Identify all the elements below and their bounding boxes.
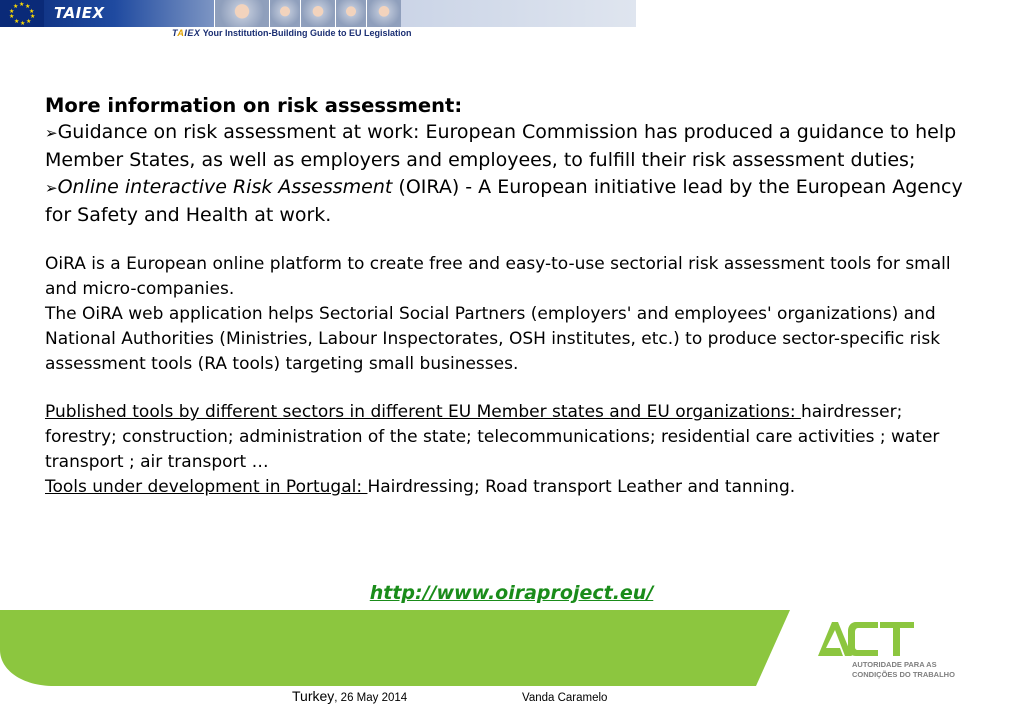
banner-photo (269, 0, 300, 27)
published-tools-label: Published tools by different sectors in different EU Member states and EU organizations: (45, 402, 801, 422)
banner-photo (300, 0, 335, 27)
taiex-mini-logo: TAIEX (172, 28, 201, 38)
green-band (0, 610, 790, 686)
bullet-oira: ➢Online interactive Risk Assessment (OIRA) - A European initiative lead by the European Agency for Safety and Health at work. (45, 176, 963, 226)
section-heading: More information on risk assessment: (45, 94, 463, 117)
oira-description: OiRA is a European online platform to create free and easy-to-use sectorial risk assessment tools for small and micro-companies. (45, 254, 951, 299)
footer-author: Vanda Caramelo (522, 692, 608, 704)
development-label: Tools under development in Portugal: (45, 477, 368, 497)
taiex-logo: TAIEX (54, 4, 105, 22)
oira-project-link[interactable]: http://www.oiraproject.eu/ (369, 582, 654, 604)
banner-photo (366, 0, 401, 27)
published-tools: Published tools by different sectors in different EU Member states and EU organizations: hairdresser; forestry; construction; administration of the state; telecommunications; residential care activities ; water transport ; air transport … (45, 402, 940, 472)
header-banner (0, 0, 636, 27)
arrow-bullet-icon: ➢ (45, 179, 58, 197)
oira-web-app-description: The OiRA web application helps Sectorial Social Partners (employers' and employees' organizations) and National Authorities (Ministries, Labour Inspectorates, OSH institutes, etc.) to produce sector-specific risk assessment tools (RA tools) targeting small businesses. (45, 304, 941, 374)
tools-under-development: Tools under development in Portugal: Hairdressing; Road transport Leather and tanning. (45, 477, 796, 497)
bullet-guidance: ➢Guidance on risk assessment at work: European Commission has produced a guidance to help Member States, as well as employers and employees, to fulfill their risk assessment duties; (45, 121, 957, 171)
eu-flag-icon: ★ ★ ★ ★ ★ ★ ★ ★ ★ ★ (0, 0, 44, 27)
footer-place-date: Turkey, 26 May 2014 (292, 688, 408, 704)
banner-photo (214, 0, 269, 27)
banner-photo (335, 0, 366, 27)
act-subtitle: AUTORIDADE PARA AS CONDIÇÕES DO TRABALHO (852, 660, 955, 679)
taiex-tagline: TAIEX Your Institution-Building Guide to EU Legislation (172, 28, 412, 38)
slide-content (45, 92, 975, 500)
arrow-bullet-icon: ➢ (45, 124, 58, 142)
